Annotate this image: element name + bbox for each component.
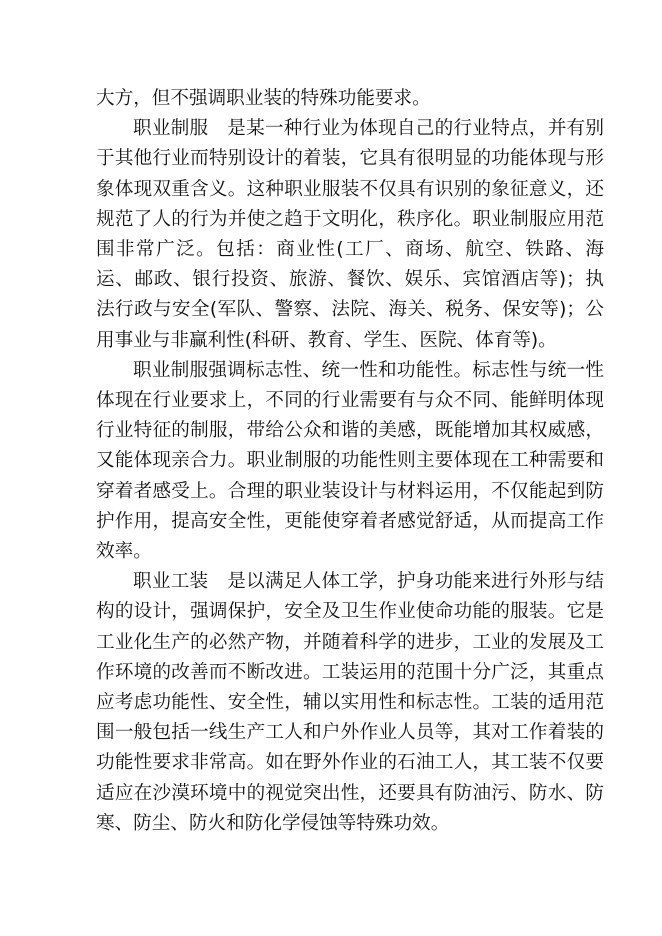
paragraph-uniform-characteristics: 职业制服强调标志性、统一性和功能性。标志性与统一性体现在行业要求上，不同的行业需要有与众不同、能鲜明体现行业特征的制服，带给公众和谐的美感，既能增加其权威感，又能体现亲合力。职业制服的功能性则主要体现在工种需要和穿着者感受上。合理的职业装设计与材料运用，不仅能起到防护作用，提高安全性，更能使穿着者感觉舒适，从而提高工作效率。 [96, 359, 604, 563]
body-text [96, 84, 604, 839]
paragraph-work-clothing: 职业工装 是以满足人体工学，护身功能来进行外形与结构的设计，强调保护，安全及卫生作业使命功能的服装。它是工业化生产的必然产物，并随着科学的进步，工业的发展及工作环境的改善而不断改进。工装运用的范围十分广泛，其重点应考虑功能性、安全性，辅以实用性和标志性。工装的适用范围一般包括一线生产工人和户外作业人员等，其对工作着装的功能性要求非常高。如在野外作业的石油工人，其工装不仅要适应在沙漠环境中的视觉突出性，还要具有防油污、防水、防寒、防尘、防火和防化学侵蚀等特殊功效。 [96, 571, 604, 834]
paragraph-occupational-uniform: 职业制服 是某一种行业为体现自己的行业特点，并有别于其他行业而特别设计的着装，它具有很明显的功能体现与形象体现双重含义。这种职业服装不仅具有识别的象征意义，还规范了人的行为并使之趋于文明化，秩序化。职业制服应用范围非常广泛。包括：商业性(工厂、商场、航空、铁路、海运、邮政、银行投资、旅游、餐饮、娱乐、宾馆酒店等)；执法行政与安全(军队、警察、法院、海关、税务、保安等)；公用事业与非赢利性(科研、教育、学生、医院、体育等)。 [96, 118, 604, 351]
paragraph-continuation: 大方，但不强调职业装的特殊功能要求。 [96, 88, 431, 109]
